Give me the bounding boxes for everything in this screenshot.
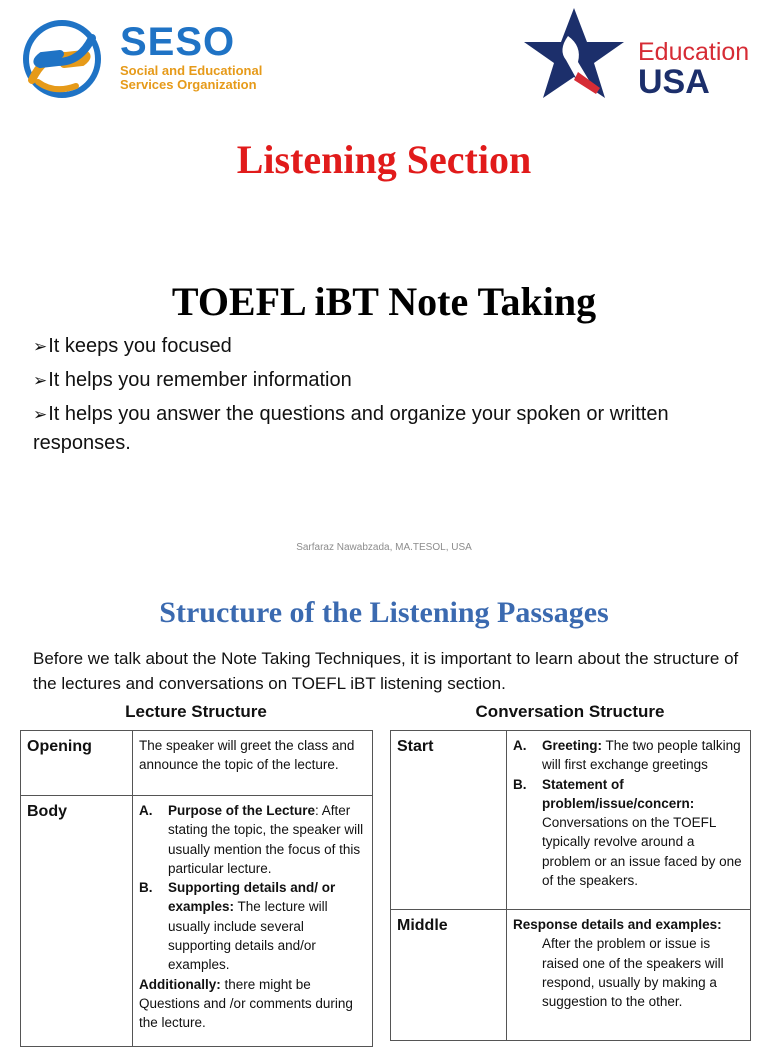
education-usa-word-education: Education (638, 38, 750, 66)
purpose-text: : After stating the topic, the speaker will usually mention the focus of this particular lecture. (168, 803, 364, 876)
arrow-bullet-icon: ➢ (33, 405, 48, 424)
list-item (139, 878, 366, 974)
greeting-text: The two people talking will first exchange greetings (542, 738, 741, 773)
seso-subtitle-line2: Services Organization (120, 77, 257, 92)
table-row (21, 731, 373, 796)
bullet-item (33, 332, 743, 361)
list-marker: B. (513, 776, 527, 792)
seso-subtitle (120, 64, 262, 92)
table-row (391, 731, 751, 910)
conversation-structure-heading: Conversation Structure (475, 702, 665, 721)
supporting-details-text: The lecture will usually include several supporting details and/or examples. (168, 899, 328, 973)
body-content (133, 796, 373, 1047)
start-content (507, 731, 751, 910)
greeting-label: Greeting: (542, 738, 603, 753)
bullet-text: It helps you remember information (48, 369, 352, 391)
purpose-label: Purpose of the Lecture (168, 803, 316, 818)
statement-text: Conversations on the TOEFL typically revolve around a problem or an issue faced by one of the speakers. (542, 815, 742, 889)
seso-subtitle-line1: Social and Educational (120, 63, 263, 78)
bullet-item (33, 400, 743, 457)
middle-content (507, 910, 751, 1041)
list-marker: A. (139, 803, 153, 818)
response-label: Response details and examples: (513, 917, 722, 932)
opening-text: The speaker will greet the class and announce the topic of the lecture. (133, 731, 373, 796)
opening-label: Opening (21, 731, 133, 796)
bullet-text: It helps you answer the questions and organize your spoken or written responses. (33, 403, 669, 454)
intro-paragraph: Before we talk about the Note Taking Techniques, it is important to learn about the structure of the lectures and conversations on TOEFL iBT listening section. (33, 649, 739, 693)
listening-section-title: Listening Section (236, 137, 532, 182)
list-marker: A. (513, 738, 527, 753)
lecture-structure-heading: Lecture Structure (125, 702, 267, 721)
star-torch-icon (516, 6, 638, 102)
response-text: After the problem or issue is raised one of the speakers will respond, usually by making a suggestion to the other. (542, 936, 724, 1010)
seso-hands-icon (18, 20, 106, 98)
education-usa-logo (516, 6, 760, 102)
list-item (139, 801, 366, 878)
supporting-details-label: Supporting details and/ or examples: (168, 880, 336, 915)
table-row (21, 796, 373, 1047)
arrow-bullet-icon: ➢ (33, 337, 48, 356)
bullet-item (33, 366, 743, 395)
structure-title: Structure of the Listening Passages (159, 596, 609, 629)
seso-wordmark: SESO (120, 20, 236, 64)
bullet-text: It keeps you focused (48, 335, 232, 357)
note-taking-title: TOEFL iBT Note Taking (171, 279, 597, 324)
list-item (513, 775, 744, 891)
list-item (513, 736, 744, 775)
middle-label: Middle (391, 910, 507, 1041)
list-marker: B. (139, 880, 153, 896)
conversation-structure-table (390, 730, 751, 1041)
statement-label: Statement of problem/issue/concern: (542, 776, 695, 811)
education-usa-word-usa: USA (638, 63, 710, 101)
body-label: Body (21, 796, 133, 1047)
seso-logo (18, 18, 288, 98)
arrow-bullet-icon: ➢ (33, 371, 48, 390)
lecture-structure-table (20, 730, 373, 1047)
author-credit: Sarfaraz Nawabzada, MA.TESOL, USA (296, 542, 472, 553)
additionally-text: there might be Questions and /or comments during the lecture. (139, 976, 353, 1031)
table-row (391, 910, 751, 1041)
start-label: Start (391, 731, 507, 910)
additionally-label: Additionally: (139, 976, 221, 992)
